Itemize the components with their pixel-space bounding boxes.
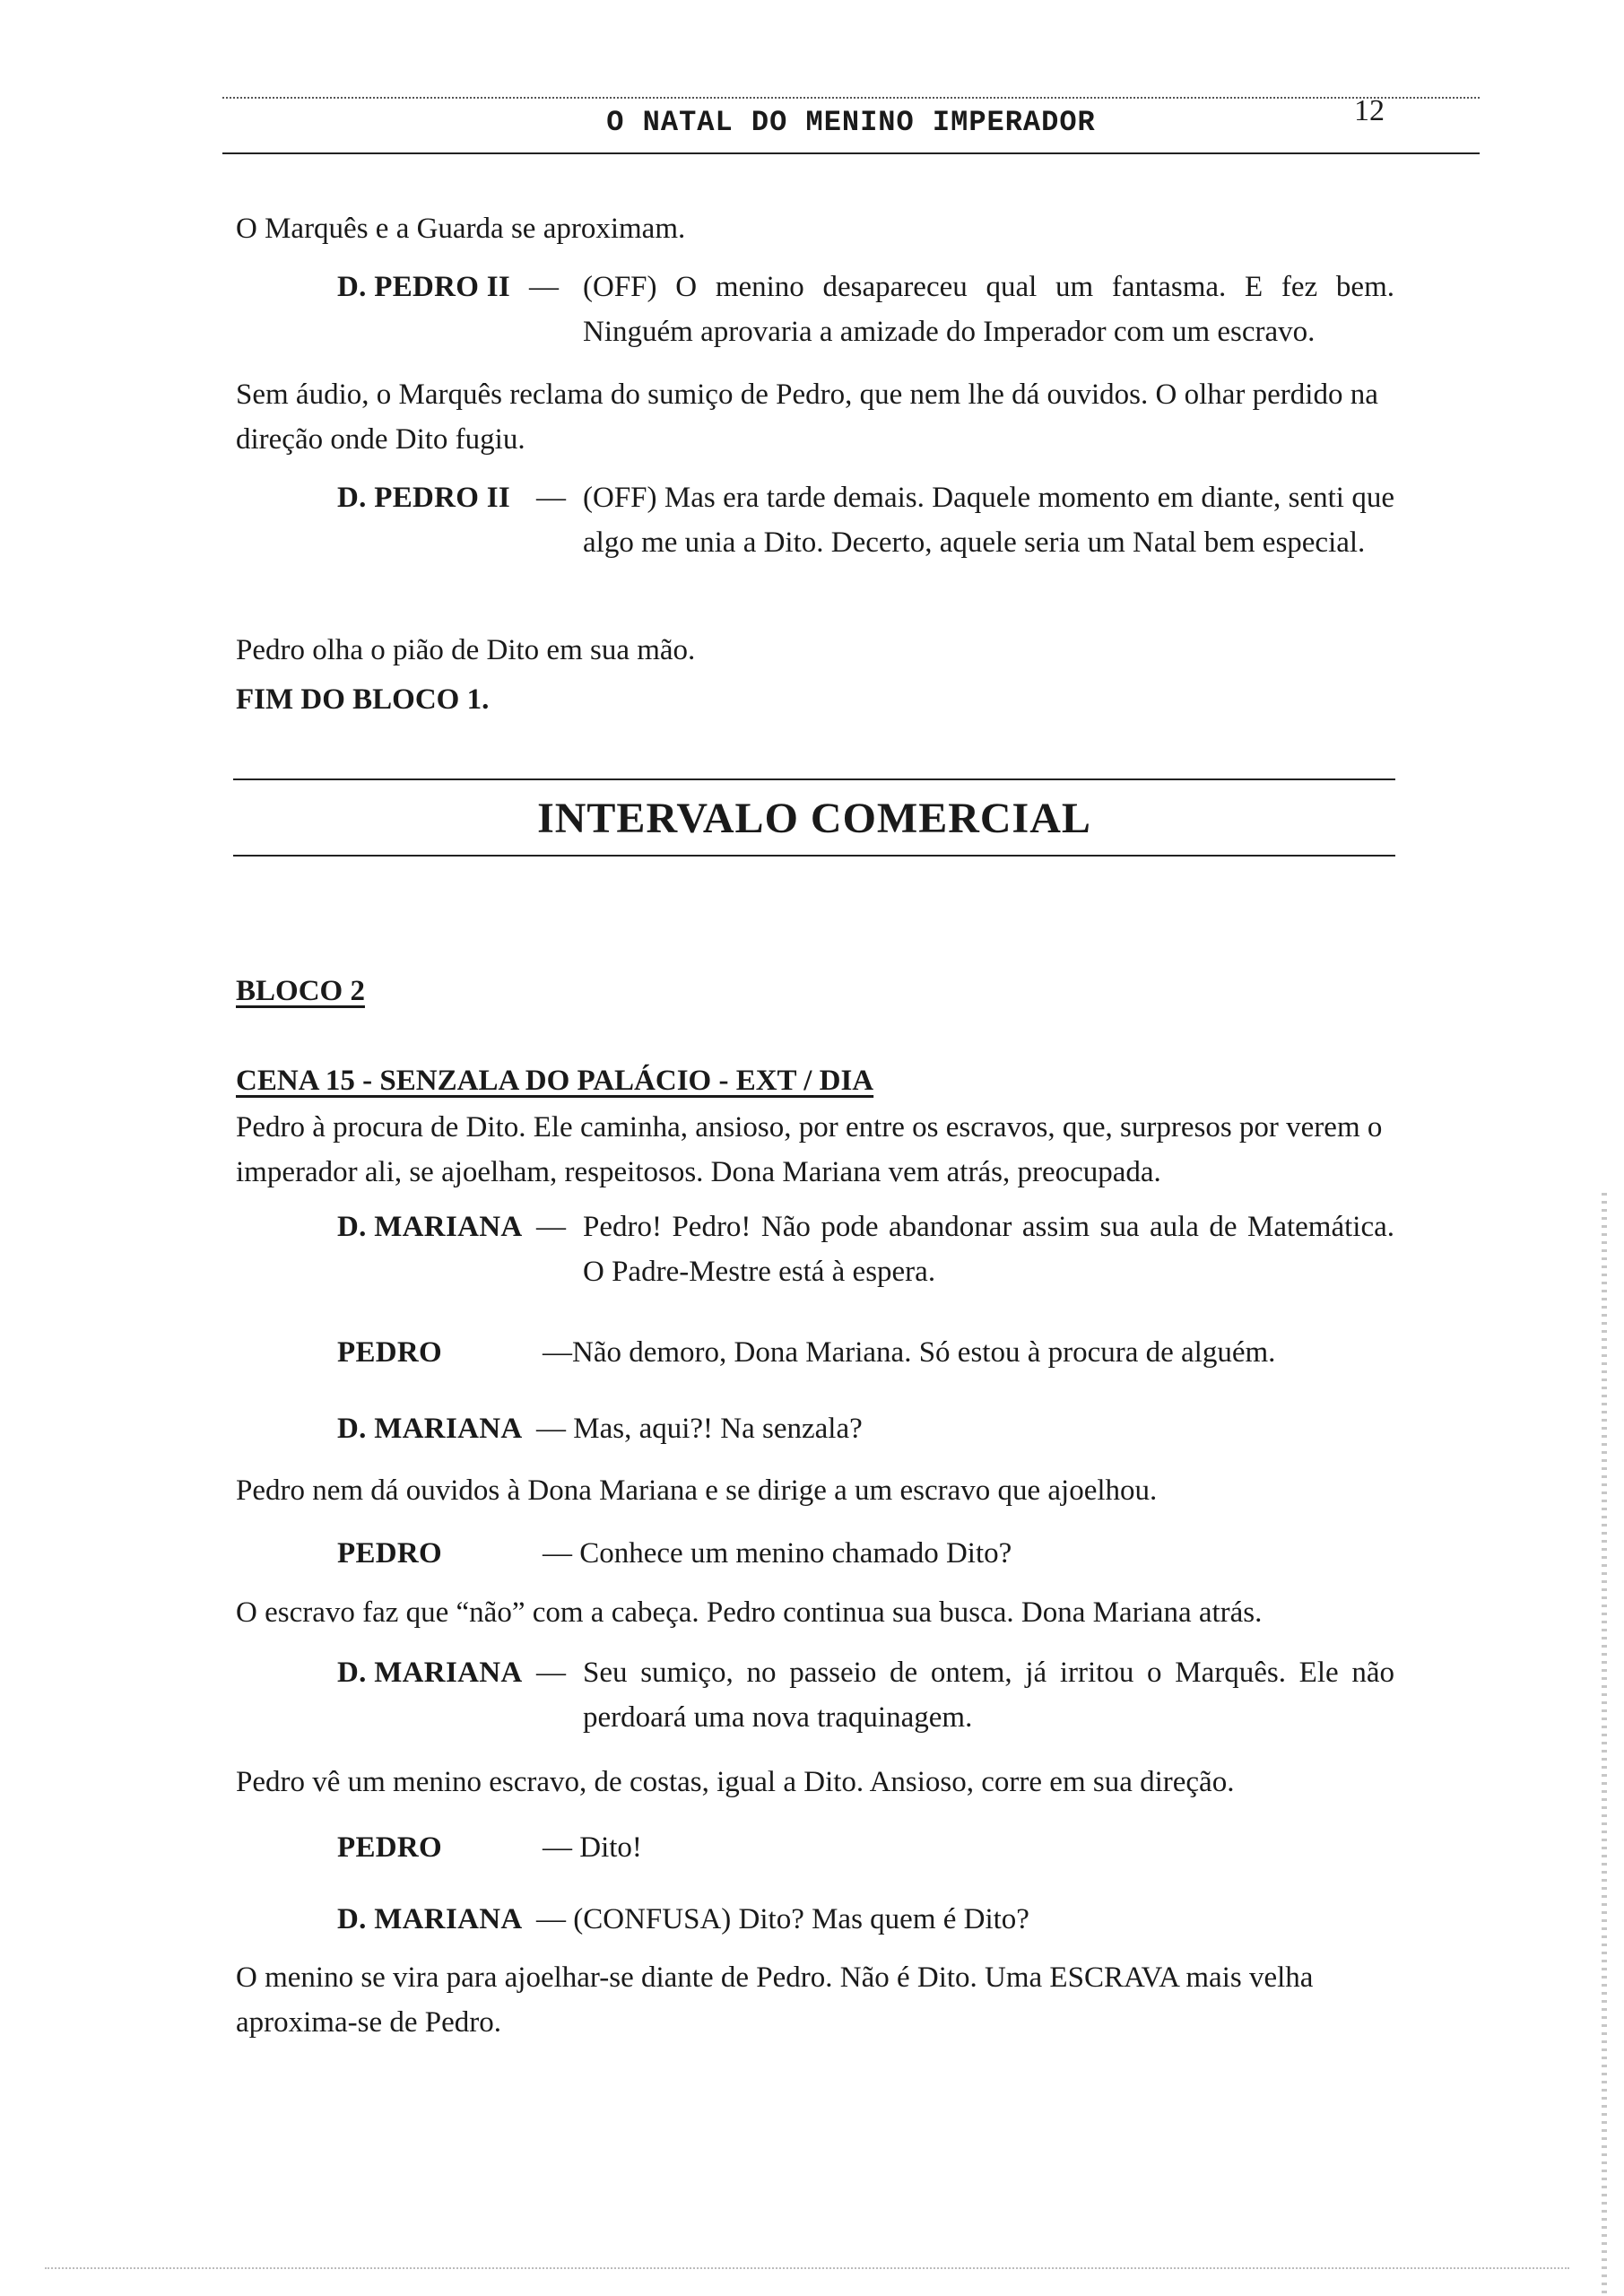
block-heading: BLOCO 2 xyxy=(236,975,365,1007)
speaker-name: PEDRO xyxy=(337,1336,442,1369)
action-line: Sem áudio, o Marquês reclama do sumiço de Pedro, que nem lhe dá ouvidos. O olhar perdido na direção onde Dito fugiu. xyxy=(236,378,1378,456)
action-line: O Marquês e a Guarda se aproximam. xyxy=(236,213,686,245)
dialogue-text: Pedro! Pedro! Não pode abandonar assim sua aula de Matemática. O Padre-Mestre está à espera. xyxy=(583,1211,1394,1288)
dialogue-text: — Mas, aqui?! Na senzala? xyxy=(536,1413,863,1445)
dialogue-text: — (CONFUSA) Dito? Mas quem é Dito? xyxy=(536,1903,1029,1935)
header-bottom-rule xyxy=(222,152,1480,154)
dialogue-text: Seu sumiço, no passeio de ontem, já irritou o Marquês. Ele não perdoará uma nova traquinagem. xyxy=(583,1657,1394,1734)
dialogue-dash: — xyxy=(536,1211,566,1243)
dialogue-dash: — xyxy=(536,1657,566,1689)
speaker-name: D. MARIANA xyxy=(337,1211,523,1243)
action-line: Pedro à procura de Dito. Ele caminha, ansioso, por entre os escravos, que, surpresos por verem o imperador ali, se ajoelham, respeitosos. Dona Mariana vem atrás, preocupada. xyxy=(236,1111,1383,1188)
action-line: O escravo faz que “não” com a cabeça. Pedro continua sua busca. Dona Mariana atrás. xyxy=(236,1596,1263,1629)
footer-rule xyxy=(45,2267,1569,2269)
speaker-name: PEDRO xyxy=(337,1537,442,1570)
interval-top-rule xyxy=(233,778,1395,780)
speaker-name: D. MARIANA xyxy=(337,1413,523,1445)
interval-title: INTERVALO COMERCIAL xyxy=(537,795,1091,842)
header-title: O NATAL DO MENINO IMPERADOR xyxy=(606,106,1096,139)
speaker-name: D. MARIANA xyxy=(337,1903,523,1935)
speaker-name: PEDRO xyxy=(337,1831,442,1864)
speaker-name: D. PEDRO II xyxy=(337,482,511,514)
dialogue-dash: — xyxy=(529,271,559,303)
dialogue-text: — Conhece um menino chamado Dito? xyxy=(543,1537,1012,1570)
action-line: Pedro nem dá ouvidos à Dona Mariana e se dirige a um escravo que ajoelhou. xyxy=(236,1474,1158,1507)
dialogue-text: (OFF) Mas era tarde demais. Daquele momento em diante, senti que algo me unia a Dito. Decerto, aquele seria um Natal bem especial. xyxy=(583,482,1394,559)
interval-bottom-rule xyxy=(233,855,1395,857)
action-line: Pedro olha o pião de Dito em sua mão. xyxy=(236,634,696,666)
dialogue-text: — Dito! xyxy=(543,1831,642,1864)
dialogue-text: (OFF) O menino desapareceu qual um fantasma. E fez bem. Ninguém aprovaria a amizade do Imperador com um escravo. xyxy=(583,271,1394,348)
end-of-block: FIM DO BLOCO 1. xyxy=(236,683,490,716)
speaker-name: D. MARIANA xyxy=(337,1657,523,1689)
scene-heading: CENA 15 - SENZALA DO PALÁCIO - EXT / DIA xyxy=(236,1065,874,1097)
action-line: Pedro vê um menino escravo, de costas, igual a Dito. Ansioso, corre em sua direção. xyxy=(236,1766,1235,1798)
speaker-name: D. PEDRO II xyxy=(337,271,511,303)
dialogue-dash: — xyxy=(536,482,566,514)
action-line: O menino se vira para ajoelhar-se diante de Pedro. Não é Dito. Uma ESCRAVA mais velha aproxima-se de Pedro. xyxy=(236,1961,1314,2039)
dialogue-text: —Não demoro, Dona Mariana. Só estou à procura de alguém. xyxy=(543,1336,1276,1369)
scan-edge xyxy=(1602,1193,1607,2296)
page-number: 12 xyxy=(1354,94,1385,127)
